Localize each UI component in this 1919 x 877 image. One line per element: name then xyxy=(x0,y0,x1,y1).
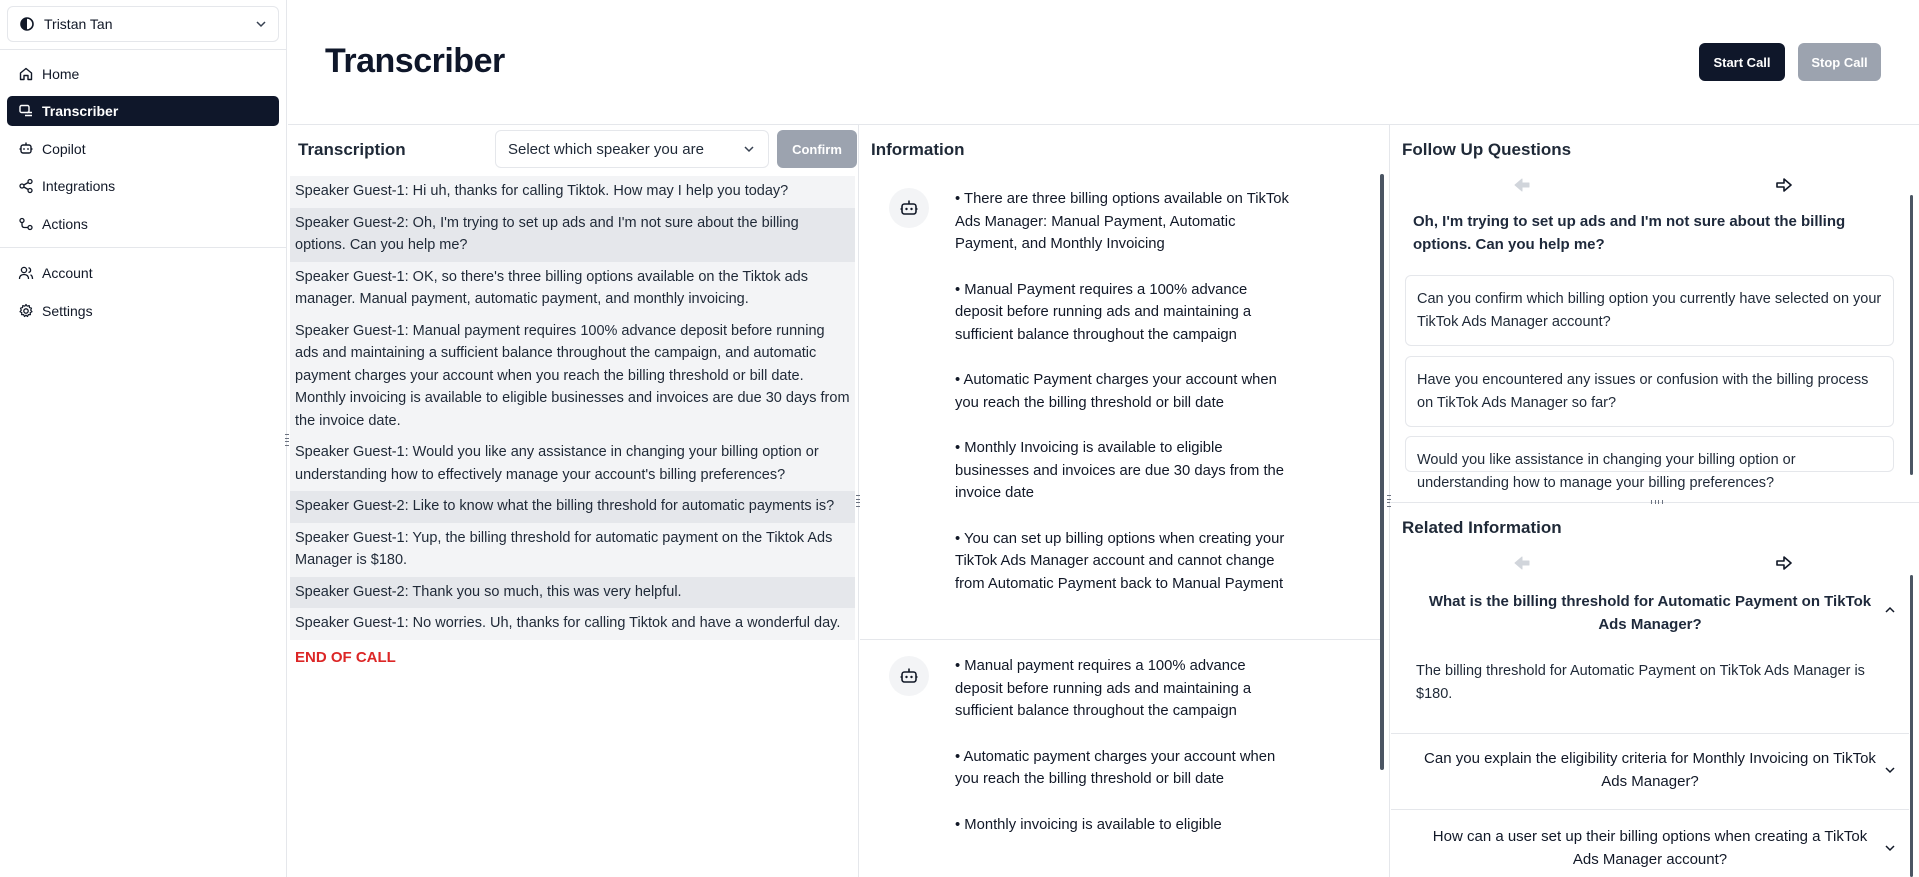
sidebar-item-actions[interactable] xyxy=(7,209,279,239)
chevron-up-icon[interactable] xyxy=(1883,603,1897,617)
bot-avatar xyxy=(889,656,929,696)
transcript-line: Speaker Guest-2: Thank you so much, this was very helpful. xyxy=(290,577,855,609)
information-separator xyxy=(860,639,1381,640)
information-point: • You can set up billing options when creating your TikTok Ads Manager account and cannot change from Automatic Payment back to Manual Payment xyxy=(955,530,1285,592)
related-question[interactable]: What is the billing threshold for Automatic Payment on TikTok Ads Manager? xyxy=(1428,593,1872,633)
integrations-icon xyxy=(18,178,34,194)
account-icon xyxy=(18,265,34,281)
confirm-button[interactable]: Confirm xyxy=(777,130,857,168)
information-title: Information xyxy=(871,140,965,159)
start-call-button[interactable]: Start Call xyxy=(1699,43,1785,81)
sidebar-item-label: Settings xyxy=(42,303,93,319)
sidebar xyxy=(0,0,287,877)
sidebar-item-home[interactable] xyxy=(7,59,279,89)
resize-handle[interactable] xyxy=(1651,499,1663,505)
sidebar-item-label: Actions xyxy=(42,216,88,232)
org-switcher[interactable] xyxy=(7,6,279,42)
stop-call-button[interactable]: Stop Call xyxy=(1798,43,1881,81)
page-title: Transcriber xyxy=(325,42,505,80)
related-item[interactable] xyxy=(1391,810,1909,877)
information-point: • Monthly Invoicing is available to eligible businesses and invoices are due 30 days from the invoice date xyxy=(955,440,1285,501)
information-scrollbar[interactable] xyxy=(1380,174,1384,770)
home-icon xyxy=(18,66,34,82)
information-card xyxy=(860,639,1381,836)
transcriber-icon xyxy=(18,103,34,119)
information-card xyxy=(860,172,1381,639)
arrow-left-icon[interactable] xyxy=(1512,553,1532,573)
information-point: • Monthly invoicing is available to eligible xyxy=(955,816,1222,833)
information-point: • Manual payment requires a 100% advance deposit before running ads and maintaining a sufficient balance throughout the campaign xyxy=(955,658,1252,719)
transcript-line: Speaker Guest-1: Would you like any assistance in changing your billing option or understanding how to effectively manage your account's billing preferences? xyxy=(290,437,855,491)
gear-icon xyxy=(18,303,34,319)
arrow-right-icon[interactable] xyxy=(1774,553,1794,573)
bot-avatar xyxy=(889,188,929,228)
transcript-line: Speaker Guest-1: Yup, the billing threshold for automatic payment on the Tiktok Ads Manager is $180. xyxy=(290,523,855,577)
transcript-line: Speaker Guest-1: OK, so there's three billing options available on the Tiktok ads manager. Manual payment, automatic payment, and monthly invoicing. xyxy=(290,262,855,316)
arrow-left-icon[interactable] xyxy=(1512,175,1532,195)
related-answer: The billing threshold for Automatic Payment on TikTok Ads Manager is $180. xyxy=(1416,663,1865,702)
follow-up-scrollbar[interactable] xyxy=(1910,195,1913,475)
follow-up-suggestion[interactable]: Have you encountered any issues or confusion with the billing process on TikTok Ads Manager so far? xyxy=(1405,356,1894,427)
follow-up-suggestion[interactable]: Can you confirm which billing option you currently have selected on your TikTok Ads Manager account? xyxy=(1405,275,1894,346)
follow-up-current-question: Oh, I'm trying to set up ads and I'm not sure about the billing options. Can you help me? xyxy=(1413,213,1846,253)
speaker-select[interactable] xyxy=(495,130,769,168)
transcript-line: Speaker Guest-1: Hi uh, thanks for calling Tiktok. How may I help you today? xyxy=(290,176,855,208)
information-point: • Automatic Payment charges your account when you reach the billing threshold or bill date xyxy=(955,372,1277,411)
transcript-line: Speaker Guest-2: Like to know what the billing threshold for automatic payments is? xyxy=(290,491,855,523)
transcript-line: Speaker Guest-2: Oh, I'm trying to set up ads and I'm not sure about the billing options. Can you help me? xyxy=(290,208,855,262)
sidebar-item-settings[interactable] xyxy=(7,296,279,326)
related-question[interactable]: Can you explain the eligibility criteria for Monthly Invoicing on TikTok Ads Manager? xyxy=(1424,750,1876,790)
sidebar-divider xyxy=(0,49,287,50)
end-of-call-label: END OF CALL xyxy=(295,648,396,666)
transcript-list xyxy=(290,176,855,675)
information-point: • There are three billing options available on TikTok Ads Manager: Manual Payment, Automatic Payment, and Monthly Invoicing xyxy=(955,191,1289,252)
related-scrollbar[interactable] xyxy=(1910,575,1913,877)
sidebar-item-label: Home xyxy=(42,66,80,82)
transcript-line: Speaker Guest-1: Manual payment requires 100% advance deposit before running ads and maintaining a sufficient balance throughout the campaign, and automatic payment charges your account when you reach the billing threshold or bill date. Monthly invoicing is available to eligible businesses and invoices are due 30 days from the invoice date. xyxy=(290,316,855,438)
org-logo-icon xyxy=(20,17,34,31)
chevron-down-icon[interactable] xyxy=(1883,841,1897,855)
related-question[interactable]: How can a user set up their billing options when creating a TikTok Ads Manager account? xyxy=(1432,828,1868,868)
org-name: Tristan Tan xyxy=(44,16,113,32)
chevron-down-icon xyxy=(742,142,756,156)
sidebar-divider xyxy=(0,247,287,248)
related-item[interactable] xyxy=(1391,734,1909,810)
actions-icon xyxy=(18,216,34,232)
transcription-title: Transcription xyxy=(298,140,406,159)
sidebar-item-label: Transcriber xyxy=(42,103,119,119)
transcript-line: Speaker Guest-1: No worries. Uh, thanks for calling Tiktok and have a wonderful day. xyxy=(290,608,855,640)
sidebar-item-label: Copilot xyxy=(42,141,86,157)
speaker-select-value: Select which speaker you are xyxy=(508,140,704,158)
copilot-icon xyxy=(18,141,34,157)
arrow-right-icon[interactable] xyxy=(1774,175,1794,195)
bot-icon xyxy=(899,666,919,686)
related-information-title: Related Information xyxy=(1402,518,1562,537)
sidebar-item-transcriber[interactable] xyxy=(7,96,279,126)
information-list[interactable] xyxy=(860,172,1381,877)
resize-handle[interactable] xyxy=(1386,495,1392,507)
sidebar-item-copilot[interactable] xyxy=(7,134,279,164)
sidebar-item-label: Integrations xyxy=(42,178,116,194)
sidebar-item-integrations[interactable] xyxy=(7,171,279,201)
follow-up-title: Follow Up Questions xyxy=(1402,140,1572,159)
information-point: • Automatic payment charges your account when you reach the billing threshold or bill date xyxy=(955,748,1276,787)
chevron-down-icon xyxy=(254,17,268,31)
related-item[interactable] xyxy=(1391,589,1909,734)
information-point: • Manual Payment requires a 100% advance deposit before running ads and maintaining a sufficient balance throughout the campaign xyxy=(955,281,1252,343)
sidebar-item-account[interactable] xyxy=(7,258,279,288)
header-divider xyxy=(288,124,1919,125)
bot-icon xyxy=(899,198,919,218)
follow-up-suggestion[interactable]: Would you like assistance in changing your billing option or understanding how to manage your billing preferences? xyxy=(1405,436,1894,472)
chevron-down-icon[interactable] xyxy=(1883,763,1897,777)
sidebar-item-label: Account xyxy=(42,265,93,281)
